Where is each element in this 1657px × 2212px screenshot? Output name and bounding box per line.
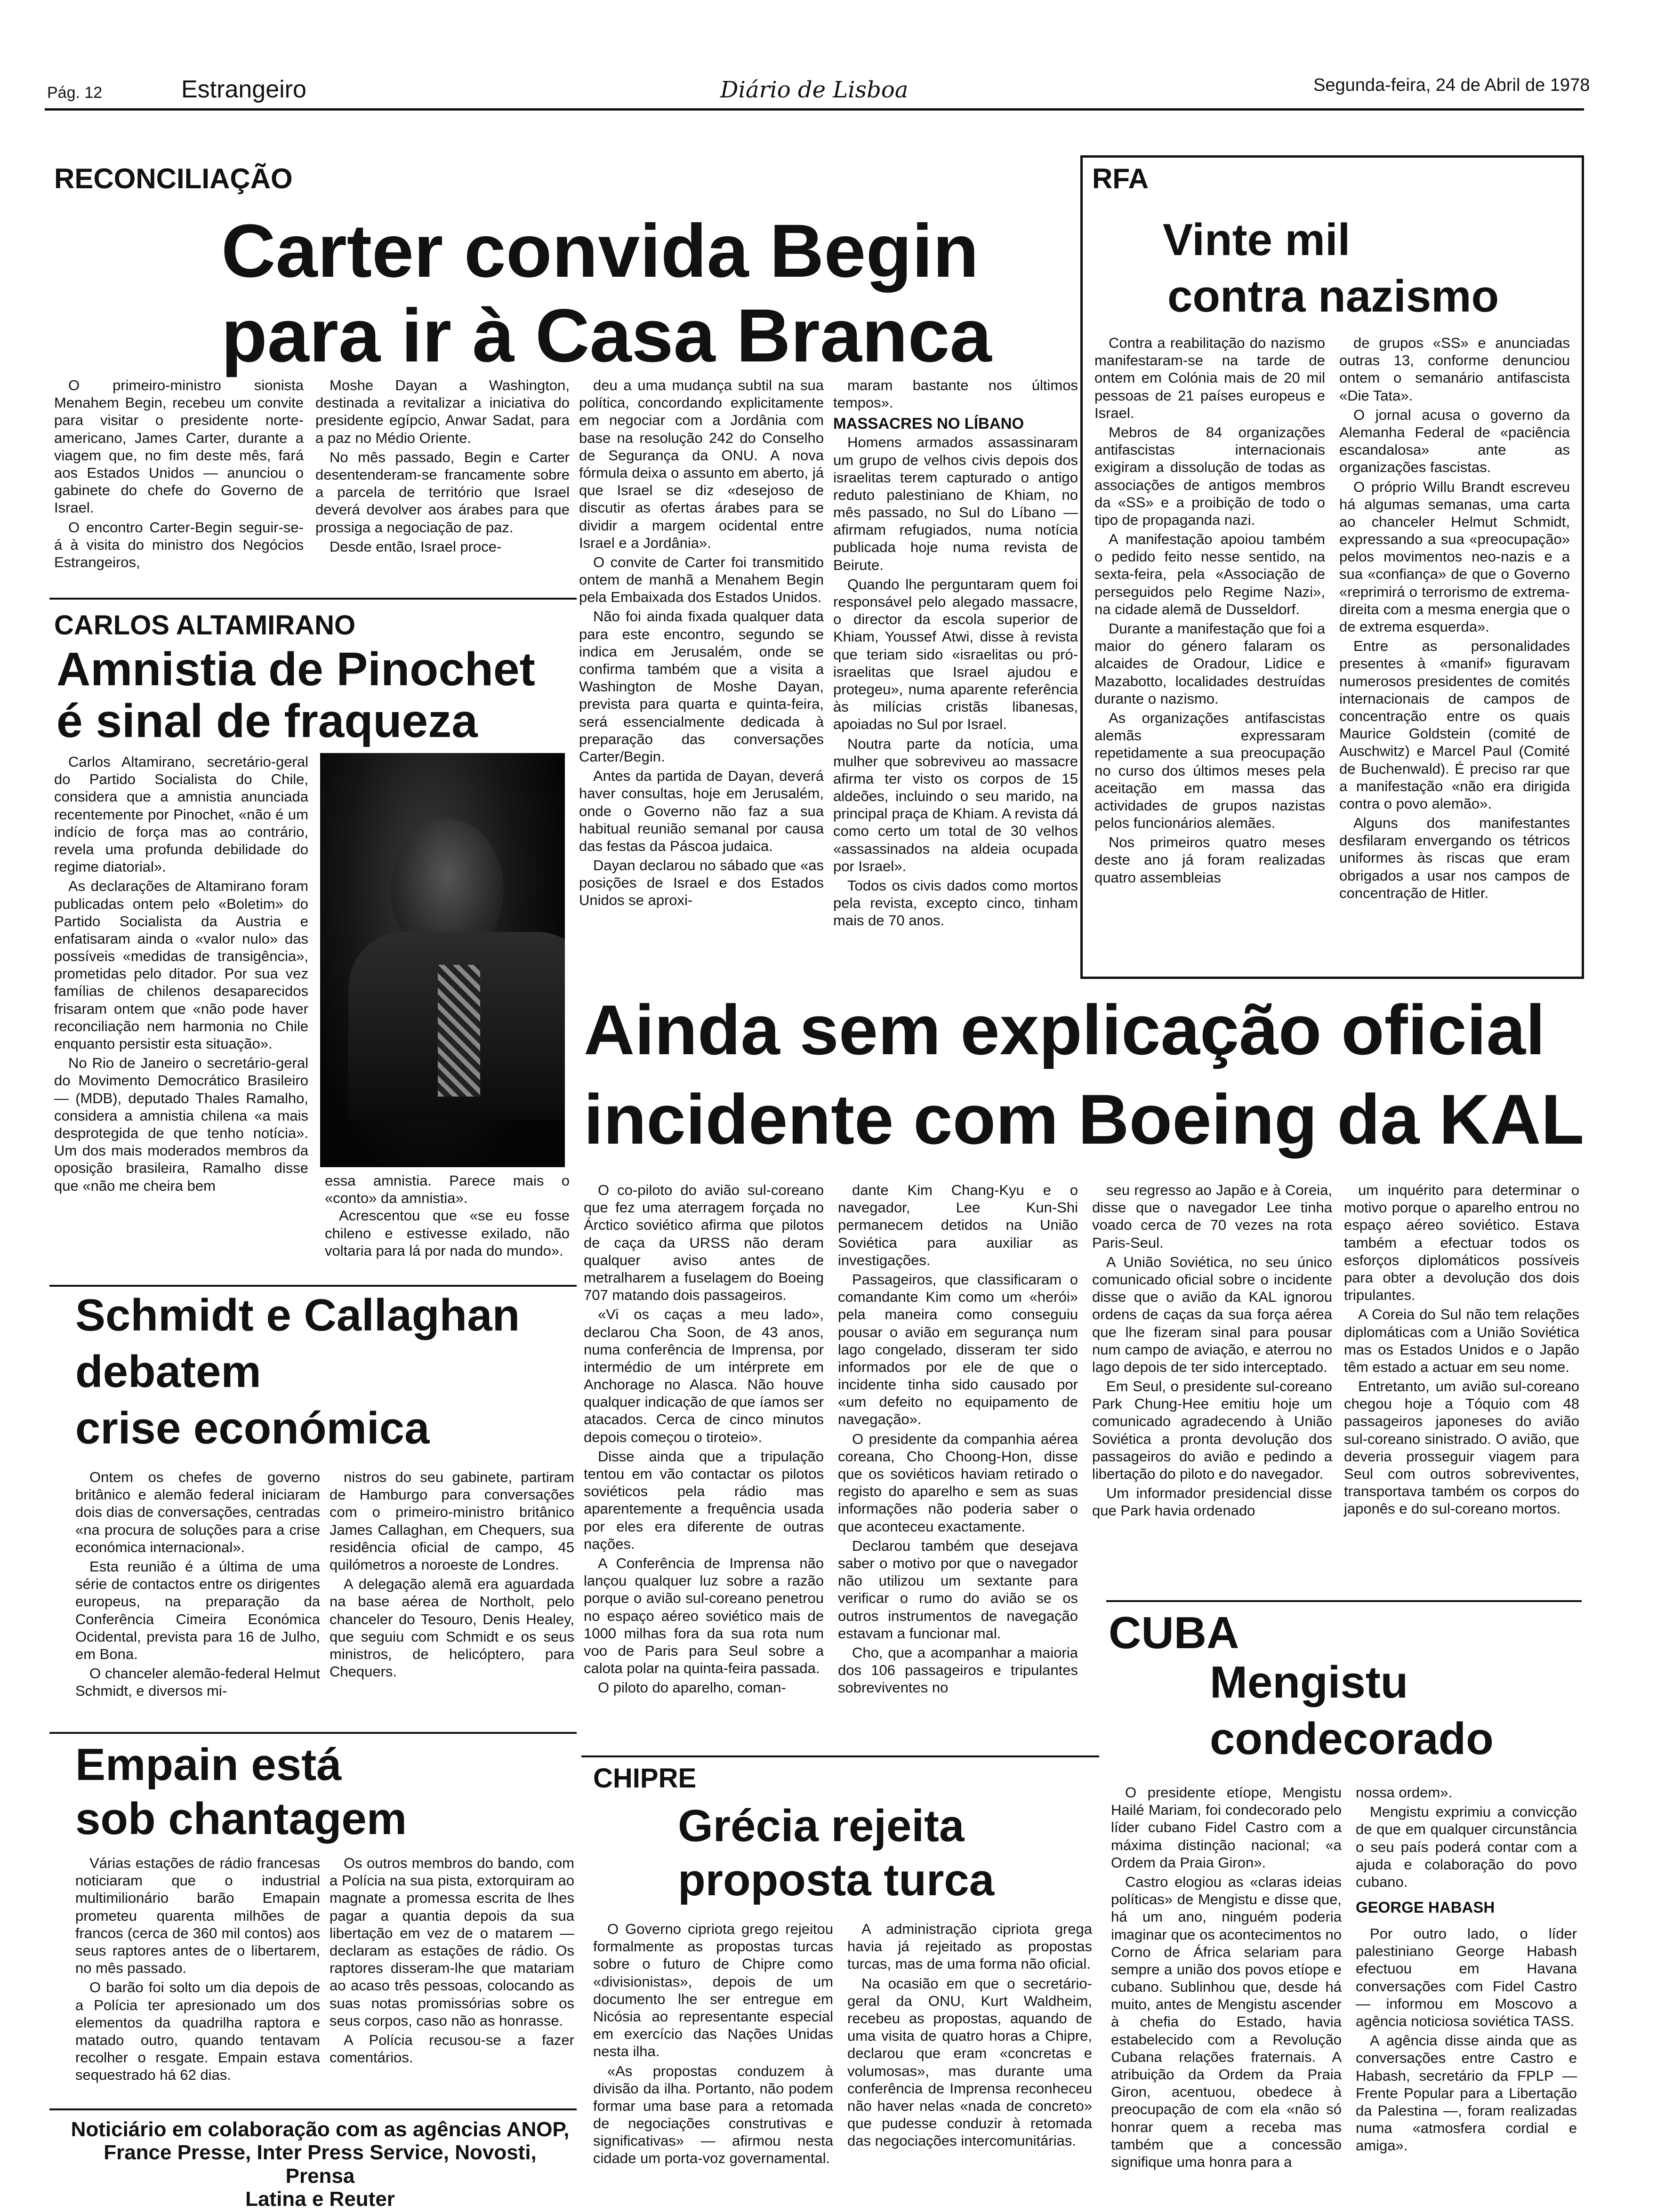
- paragraph: deu a uma mudança subtil na sua política, concordando explicitamente em negociar com a Jordânia com base na resolução 242 do Conselho de Segurança da ONU. A nova fórmula deixa o assunto em aberto, já que Israel se diz «desejoso de discutir as ofertas árabes para se dividir a margem ocidental entre Israel e a Jordânia».: [579, 377, 824, 551]
- chipre-col-2: [847, 1920, 1092, 2151]
- paragraph: O Governo cipriota grego rejeitou formalmente as propostas turcas sobre o futuro de Chipre como «divisionistas», depois de um documento lhe ser entregue em Nicósia ao representante especial em exercício das Nações Unidas nesta ilha.: [593, 1921, 833, 2060]
- rfa-col-2: [1339, 334, 1570, 904]
- paragraph: Não foi ainda fixada qualquer data para este encontro, segundo se indica em Jerusalém, onde se confirma também que a visita a Washington de Moshe Dayan, prevista para quarta e quinta-feira, será essencialmente dedicada à preparação das conversações Carter/Begin.: [579, 608, 824, 765]
- paragraph: Acrescentou que «se eu fosse chileno e estivesse exilado, não voltaria para lá por nada do mundo».: [325, 1207, 570, 1259]
- kal-title-line2: incidente com Boeing da KAL: [584, 1080, 1585, 1159]
- schmidt-title-line2: debatem: [75, 1346, 261, 1397]
- paragraph: Entre as personalidades presentes à «manif» figuravam numerosos presidentes de comités internacionais de campos de concentração entre os quais Maurice Goldstein (comité de Auschwitz) e Marcel Paul (Comité de Buchenwald). É preciso rar que a manifestação «não era dirigida contra o povo alemão».: [1339, 638, 1570, 812]
- paragraph: Passageiros, que classificaram o comandante Kim como um «herói» pela maneira como conseguiu pousar o avião em segurança num lago congelado, disseram ter sido informados por ele de que o incidente tinha sido causado por «um defeito no equipamento de navegação».: [838, 1271, 1078, 1428]
- chipre-kicker: CHIPRE: [593, 1763, 697, 1794]
- paragraph: A administração cipriota grega havia já rejeitado as propostas turcas, mas de uma forma não oficial.: [847, 1921, 1092, 1972]
- credits-line: France Presse, Inter Press Service, Novosti, Prensa: [104, 2141, 537, 2188]
- paragraph: Um informador presidencial disse que Park havia ordenado: [1092, 1485, 1332, 1519]
- paragraph: Cho, que a acompanhar a maioria dos 106 passageiros e tripulantes sobreviventes no: [838, 1644, 1078, 1696]
- rfa-title-line2: contra nazismo: [1167, 271, 1499, 321]
- credits-line: Latina e Reuter: [245, 2187, 395, 2211]
- cuba-kicker: CUBA: [1109, 1608, 1239, 1658]
- carter-title-line2: para ir à Casa Branca: [221, 293, 992, 377]
- rule: [49, 1732, 577, 1734]
- altamirano-kicker: CARLOS ALTAMIRANO: [54, 610, 356, 641]
- kal-col-4: [1344, 1181, 1579, 1520]
- carter-col-1: [54, 377, 304, 573]
- carter-col-2: [315, 377, 570, 557]
- paragraph: O co-piloto do avião sul-coreano que fez uma aterragem forçada no Árctico soviético afirma que pilotos de caça da URSS não deram qualquer aviso antes de metralharem a fuselagem do Boeing 707 matando dois passageiros.: [584, 1182, 824, 1304]
- paragraph: Os outros membros do bando, com a Polícia na sua pista, extorquiram ao magnate a promessa escrita de lhes pagar a quantia depois da sua libertação em vez de o matarem — declaram as estações de rádio. Os raptores disseram-lhe que matariam ao acaso três pessoas, colocando as suas notas promissórias sobre os seus corpos, caso não as honrasse.: [330, 1855, 574, 2029]
- paragraph: Desde então, Israel proce-: [330, 538, 502, 555]
- credits-line: Noticiário em colaboração com as agências ANOP,: [71, 2118, 570, 2141]
- kal-col-3: [1092, 1181, 1332, 1522]
- section-title: Estrangeiro: [181, 76, 306, 103]
- schmidt-title-line3: crise económica: [75, 1403, 430, 1453]
- schmidt-col-1: [75, 1468, 320, 1701]
- paragraph: No mês passado, Begin e Carter desentenderam-se francamente sobre a parcela de território que Israel deverá devolver aos árabes para que prossiga a negociação de paz.: [315, 449, 570, 536]
- massacres-subhead: MASSACRES NO LÍBANO: [833, 415, 1024, 433]
- altamirano-photo: [320, 753, 565, 1167]
- paragraph: A delegação alemã era aguardada na base aérea de Northolt, pelo chanceler do Tesouro, Denis Healey, que seguiu com Schmidt e os seus ministros, de helicóptero, para Chequers.: [330, 1576, 574, 1680]
- paragraph: nistros do seu gabinete, partiram de Hamburgo para conversações com o primeiro-ministro britânico James Callaghan, em Chequers, sua residência oficial de campo, 45 quilómetros a noroeste de Londres.: [330, 1469, 574, 1573]
- paragraph: Entretanto, um avião sul-coreano chegou hoje a Tóquio com 48 passageiros japoneses do avião sul-coreano sinistrado. O avião, que deveria prosseguir viagem para Seul com outros sobreviventes, transportava também os corpos do japonês e do sul-coreano mortos.: [1344, 1378, 1579, 1517]
- empain-title-line2: sob chantagem: [75, 1794, 407, 1844]
- paragraph: A Coreia do Sul não tem relações diplomáticas com a União Soviética mas os Estados Unidos e o Japão têm estado a actuar em seu nome.: [1344, 1306, 1579, 1375]
- paragraph: essa amnistia. Parece mais o «conto» da amnistia».: [325, 1172, 570, 1207]
- paragraph: As declarações de Altamirano foram publicadas ontem pelo «Boletim» do Partido Socialista da Austria e enfatisaram ainda o «valor nulo» das possíveis «medidas de transigência», prometidas pelo ditador. Por sua vez famílias de chilenos desaparecidos frisaram ontem que «não pode haver reconciliação nem harmonia no Chile enquanto persistir esta situação».: [54, 878, 308, 1052]
- paragraph: No Rio de Janeiro o secretário-geral do Movimento Democrático Brasileiro — (MDB), deputado Thales Ramalho, considera a amnistia chilena «a mais desprotegida de que tenho notícia». Um dos mais moderados membros da oposição brasileira, Ramalho disse que «não me cheira bem: [54, 1055, 308, 1194]
- paragraph: «Vi os caças a meu lado», declarou Cha Soon, de 43 anos, numa conferência de Imprensa, por intermédio de um intérprete em Anchorage no Alasca. Não houve qualquer indicação de que íamos ser atacados. Cerca de cinco minutos depois começou o tiroteio».: [584, 1306, 824, 1445]
- cuba-title-line2: condecorado: [1210, 1714, 1494, 1764]
- paragraph: A agência disse ainda que as conversações entre Castro e Habash, secretário da FPLP — Frente Popular para a Libertação da Palestina —, foram realizadas numa «atmosfera cordial e amiga».: [1356, 2032, 1577, 2154]
- chipre-col-1: [593, 1920, 833, 2169]
- altamirano-col-2: [325, 1172, 570, 1259]
- paragraph: dante Kim Chang-Kyu e o navegador, Lee Kun-Shi permanecem detidos na União Soviética para auxiliar as investigações.: [838, 1182, 1078, 1268]
- altamirano-title-line1: Amnistia de Pinochet: [56, 643, 535, 696]
- cuba-col-1: [1111, 1784, 1342, 2172]
- paragraph: Em Seul, o presidente sul-coreano Park Chung-Hee emitiu hoje um comunicado agradecendo à União Soviética a pronta devolução dos passageiros do avião e pedindo a libertação do piloto e do navegador.: [1092, 1378, 1332, 1482]
- rule: [49, 2108, 577, 2110]
- date: Segunda-feira, 24 de Abril de 1978: [1313, 75, 1590, 95]
- paragraph: A Polícia recusou-se a fazer comentários.: [330, 2031, 574, 2066]
- paragraph: O encontro Carter-Begin seguir-se-á à visita do ministro dos Negócios Estrangeiros,: [54, 519, 304, 570]
- paragraph: maram bastante nos últimos tempos».: [833, 377, 1078, 411]
- paragraph: Antes da partida de Dayan, deverá haver consultas, hoje em Jerusalém, onde o Governo não faz a sua habitual reunião semanal por causa das festas da Páscoa judaica.: [579, 768, 824, 854]
- rfa-kicker: RFA: [1092, 163, 1149, 194]
- paragraph: Nos primeiros quatro meses deste ano já foram realizadas quatro assembleias: [1094, 834, 1325, 886]
- carter-title-line1: Carter convida Begin: [221, 208, 979, 293]
- paragraph: Homens armados assassinaram um grupo de velhos civis depois dos israelitas terem capturado o antigo reduto palestiniano de Khiam, no mês passado, no Sul do Líbano — afirmam refugiados, numa notícia publicada hoje numa revista de Beirute.: [833, 434, 1078, 573]
- paragraph: O próprio Willu Brandt escreveu há algumas semanas, uma carta ao chanceler Helmut Schmidt, expressando a sua «preocupação» pelos movimentos neo-nazis e a sua «confiança» de que o Governo «reprimirá o terrorismo de extrema-direita com a mesma energia que o de extrema esquerda».: [1339, 478, 1570, 635]
- paragraph: O convite de Carter foi transmitido ontem de manhã a Menahem Begin pela Embaixada dos Estados Unidos.: [579, 553, 824, 606]
- paragraph: A Conferência de Imprensa não lançou qualquer luz sobre a razão porque o avião sul-coreano penetrou no espaço aéreo soviético mais de 1000 milhas fora da sua rota num voo de Paris para Seul sobre a calota polar na quinta-feira passada.: [584, 1555, 824, 1677]
- schmidt-col-2: [330, 1468, 574, 1682]
- paragraph: Mengistu exprimiu a convicção de que em qualquer circunstância o seu país poderá contar com a ajuda e colaboração do povo cubano.: [1356, 1803, 1577, 1890]
- paragraph: Na ocasião em que o secretário-geral da ONU, Kurt Waldheim, recebeu as propostas, aquando de uma visita de quatro horas a Chipre, declarou que eram «concretas e volumosas», mas durante uma conferência de Imprensa reconheceu não haver nelas «nada de concreto» que pudesse conduzir à retomada das negociações intercomunitárias.: [847, 1975, 1092, 2149]
- paragraph: «As propostas conduzem à divisão da ilha. Portanto, não podem formar uma base para a retomada de negociações construtivas e significativas» — afirmou nesta cidade um porta-voz governamental.: [593, 2062, 833, 2167]
- paragraph: A União Soviética, no seu único comunicado oficial sobre o incidente disse que o avião da KAL ignorou ordens de caças da sua força aérea que lhe fizeram sinal para pousar num campo de aviação, e aterrou no lago depois de ter sido interceptado.: [1092, 1253, 1332, 1375]
- header-rule: [45, 108, 1584, 111]
- paragraph: O jornal acusa o governo da Alemanha Federal de «paciência escandalosa» ante as organizações fascistas.: [1339, 406, 1570, 476]
- paragraph: O presidente etíope, Mengistu Hailé Mariam, foi condecorado pelo líder cubano Fidel Castro com a máxima distinção nacional; «a Ordem da Praia Giron».: [1111, 1784, 1342, 1871]
- agency-credits: [71, 2118, 570, 2211]
- paragraph: nossa ordem».: [1356, 1784, 1453, 1801]
- rule: [49, 1285, 577, 1287]
- kal-col-2: [838, 1181, 1078, 1698]
- portrait-tie: [438, 965, 480, 1097]
- schmidt-title-line1: Schmidt e Callaghan: [75, 1290, 520, 1340]
- paragraph: Castro elogiou as «claras ideias políticas» de Mengistu e disse que, há um ano, ninguém poderia imaginar que os acontecimentos no Corno de África selariam para sempre a união dos povos etíope e cubano. Sublinhou que, desde há muito, antes de Mengistu ascender à chefia do Estado, havia estabelecido com a Revolução Cubana relações fraternais. A atribuição da Ordem da Praia Giron, acentuou, obedece à preocupação de com ela «não só honrar quem a receba mas também que a concessão signifique uma honra para a: [1111, 1873, 1342, 2170]
- paragraph: Dayan declarou no sábado que «as posições de Israel e dos Estados Unidos se aproxi-: [579, 857, 824, 909]
- carter-col-3: [579, 377, 824, 911]
- paragraph: Esta reunião é a última de uma série de contactos entre os dirigentes europeus, na preparação da Conferência Cimeira Económica Ocidental, prevista para 16 de Julho, em Bona.: [75, 1558, 320, 1662]
- rfa-col-1: [1094, 334, 1325, 888]
- paragraph: Noutra parte da notícia, uma mulher que sobreviveu ao massacre afirma ter visto os corpos de 15 aldeões, incluindo o seu marido, na principal praça de Khiam. A revista dá como certo um total de 30 velhos «assassinados na aldeia ocupada por Israel».: [833, 735, 1078, 874]
- paragraph: um inquérito para determinar o motivo porque o aparelho entrou no espaço aéreo soviético. Estava também a efectuar todos os esforços diplomáticos possíveis para obter a devolução dos dois tripulantes.: [1344, 1182, 1579, 1304]
- rule: [1106, 1600, 1582, 1602]
- paragraph: Todos os civis dados como mortos pela revista, excepto cinco, tinham mais de 70 anos.: [833, 877, 1078, 929]
- chipre-title-line2: proposta turca: [678, 1855, 995, 1905]
- empain-col-1: [75, 1854, 320, 2085]
- paragraph: Disse ainda que a tripulação tentou em vão contactar os pilotos soviéticos pela rádio mas aparentemente a frequência usada por eles era diferente de outras nações.: [584, 1448, 824, 1552]
- paragraph: Por outro lado, o líder palestiniano George Habash efectuou em Havana conversações com Fidel Castro — informou em Moscovo a agência noticiosa soviética TASS.: [1356, 1925, 1577, 2030]
- rfa-title-line1: Vinte mil: [1163, 215, 1351, 265]
- habash-subhead: GEORGE HABASH: [1356, 1899, 1495, 1916]
- masthead: Diário de Lisboa: [720, 77, 909, 103]
- paragraph: Quando lhe perguntaram quem foi responsável pelo alegado massacre, o director da escola superior de Khiam, Youssef Atwi, disse à revista que teriam sido «israelitas ou pró-israelitas que Israel ajudou e protegeu», numa aparente referência às milícias cristãs libanesas, apoiadas no Sul por Israel.: [833, 576, 1078, 733]
- cuba-title-line1: Mengistu: [1210, 1657, 1408, 1707]
- paragraph: As organizações antifascistas alemãs expressaram repetidamente a sua preocupação no curso dos últimos meses pela aceitação em massa das actividades de grupos nazistas pelos funcionários alemães.: [1094, 709, 1325, 832]
- paragraph: Alguns dos manifestantes desfilaram envergando os tétricos uniformes às riscas que eram obrigados a usar nos campos de concentração de Hitler.: [1339, 815, 1570, 901]
- paragraph: de grupos «SS» e anunciadas outras 13, conforme denunciou ontem o semanário antifascista «Die Tata».: [1339, 335, 1570, 404]
- paragraph: O primeiro-ministro sionista Menahem Begin, recebeu um convite para visitar o presidente norte-americano, James Carter, durante a viagem que, no fim deste mês, fará aos Estados Unidos — anunciou o gabinete do chefe do Governo de Israel.: [54, 377, 304, 516]
- paragraph: Ontem os chefes de governo britânico e alemão federal iniciaram dois dias de conversações, centradas «na procura de soluções para a crise económica internacional».: [75, 1469, 320, 1555]
- kal-col-1: [584, 1181, 824, 1698]
- paragraph: O piloto do aparelho, coman-: [598, 1679, 786, 1696]
- rule: [581, 1755, 1099, 1757]
- rule: [49, 598, 577, 600]
- paragraph: Carlos Altamirano, secretário-geral do Partido Socialista do Chile, considera que a amnistia anunciada recentemente por Pinochet, «não é um indício de força mas ao contrário, revela uma profunda debilidade do regime diatorial».: [54, 753, 308, 875]
- paragraph: A manifestação apoiou também o pedido feito nesse sentido, na sexta-feira, pela «Associação de perseguidos pelo Regime Nazi», na cidade alemã de Dusseldorf.: [1094, 531, 1325, 617]
- chipre-title-line1: Grécia rejeita: [678, 1801, 965, 1851]
- cuba-col-2: [1356, 1784, 1577, 2156]
- paragraph: Durante a manifestação que foi a maior do género falaram os alcaides de Oradour, Lidice e Mazabotto, localidades destruídas durante o nazismo.: [1094, 620, 1325, 707]
- paragraph: O chanceler alemão-federal Helmut Schmidt, e diversos mi-: [75, 1665, 320, 1699]
- paragraph: Contra a reabilitação do nazismo manifestaram-se na tarde de ontem em Colónia mais de 20 mil pessoas de 21 países europeus e Israel.: [1094, 335, 1325, 421]
- paragraph: Moshe Dayan a Washington, destinada a revitalizar a iniciativa do presidente egípcio, Anwar Sadat, para a paz no Médio Oriente.: [315, 377, 570, 446]
- kal-title-line1: Ainda sem explicação oficial: [584, 990, 1545, 1069]
- paragraph: seu regresso ao Japão e à Coreia, disse que o navegador Lee tinha voado cerca de 70 vezes na rota Paris-Seul.: [1092, 1182, 1332, 1251]
- paragraph: O presidente da companhia aérea coreana, Cho Choong-Hon, disse que os soviéticos haviam retirado o registo do aparelho e sem as suas informações não poderia saber o que aconteceu exactamente.: [838, 1430, 1078, 1535]
- paragraph: O barão foi solto um dia depois de a Polícia ter apresionado um dos elementos da quadrilha raptora e matado outro, quando tentavam recolher o resgate. Empain estava sequestrado há 62 dias.: [75, 1979, 320, 2084]
- paragraph: Declarou também que desejava saber o motivo por que o navegador não utilizou um sextante para verificar o rumo do avião se os outros instrumentos de navegação estavam a funcionar mal.: [838, 1537, 1078, 1642]
- empain-title-line1: Empain está: [75, 1739, 342, 1790]
- empain-col-2: [330, 1854, 574, 2068]
- carter-col-4: [833, 377, 1078, 931]
- carter-kicker: RECONCILIAÇÃO: [54, 163, 293, 194]
- altamirano-col-1: [54, 753, 308, 1196]
- altamirano-title-line2: é sinal de fraqueza: [56, 695, 478, 747]
- paragraph: Mebros de 84 organizações antifascistas internacionais exigiram a dissolução de todas as associações de antigos membros da «SS» e a proibição de todo o tipo de propaganda nazi.: [1094, 424, 1325, 528]
- page-number: Pág. 12: [47, 84, 103, 102]
- paragraph: Várias estações de rádio francesas noticiaram que o industrial multimilionário barão Emapain prometeu quarenta milhões de francos (cerca de 360 mil contos) aos seus raptores antes de o libertarem, no mês passado.: [75, 1855, 320, 1977]
